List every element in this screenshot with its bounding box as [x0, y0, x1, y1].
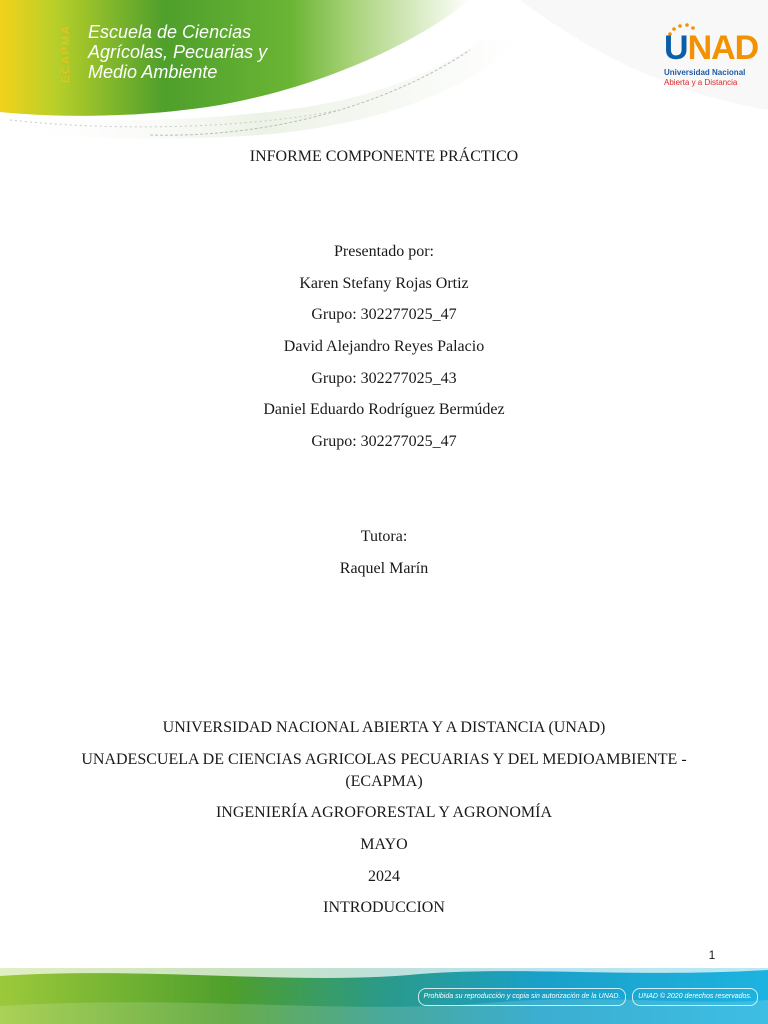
section-heading: INTRODUCCION — [323, 899, 445, 916]
school-banner-line: Agrícolas, Pecuarias y — [88, 42, 268, 62]
author-group: Grupo: 302277025_47 — [311, 433, 457, 450]
rights-notice: UNAD © 2020 derechos reservados. — [632, 988, 758, 1006]
author-group: Grupo: 302277025_47 — [311, 306, 457, 323]
copyright-notice: Prohibida su reproducción y copia sin autorización de la UNAD. — [418, 988, 626, 1006]
program-name: INGENIERÍA AGROFORESTAL Y AGRONOMÍA — [215, 804, 553, 821]
school-banner-text — [88, 22, 308, 82]
author-name: David Alejandro Reyes Palacio — [283, 338, 485, 355]
year: 2024 — [368, 868, 400, 885]
author-group: Grupo: 302277025_43 — [311, 370, 457, 387]
author-name: Karen Stefany Rojas Ortiz — [299, 275, 469, 292]
school-name: UNADESCUELA DE CIENCIAS AGRICOLAS PECUARIAS Y DEL MEDIOAMBIENTE - — [81, 751, 687, 768]
school-banner-line: Escuela de Ciencias — [88, 22, 252, 42]
school-name-continued: (ECAPMA) — [345, 773, 423, 790]
logo-subtitle: Universidad Nacional — [664, 68, 746, 77]
school-banner-line: Medio Ambiente — [88, 62, 218, 82]
university-name: UNIVERSIDAD NACIONAL ABIERTA Y A DISTANCIA (UNAD) — [162, 719, 606, 736]
page-number: 1 — [708, 948, 716, 962]
logo-wordmark: UNAD — [664, 29, 759, 67]
tutor-label: Tutora: — [360, 528, 408, 545]
ecapma-label: ECAPMA — [60, 24, 72, 84]
month: MAYO — [360, 836, 408, 853]
document-title: INFORME COMPONENTE PRÁCTICO — [249, 148, 519, 165]
logo-subtitle: Abierta y a Distancia — [664, 78, 738, 87]
author-name: Daniel Eduardo Rodríguez Bermúdez — [263, 401, 505, 418]
tutor-name: Raquel Marín — [339, 560, 429, 577]
unad-logo — [660, 20, 759, 92]
presented-by-label: Presentado por: — [334, 243, 434, 260]
